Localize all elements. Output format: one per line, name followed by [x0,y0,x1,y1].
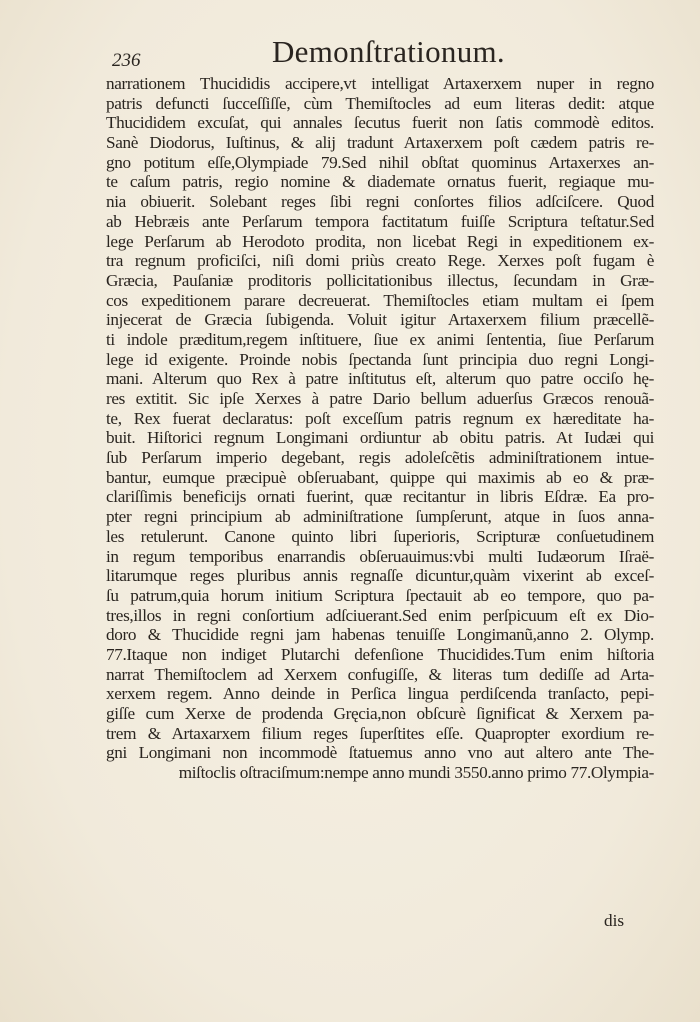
text-line: ab Hebræis ante Perſarum tempora factitatum fuiſſe Scriptura teſtatur.Sed [106,211,654,231]
text-line: Thucididem excuſat, qui annales ſecutus fuerit non ſatis commodè editos. [106,113,654,133]
text-line: patris defuncti ſucceſſiſſe, cùm Themiſtocles ad eum literas dedit: atque [106,93,654,113]
text-line: in regum temporibus enarrandis obſeruauimus:vbi multi Iudæorum Iſraë- [106,546,654,566]
text-line: te caſum patris, regio nomine & diademate ornatus fuerit, regiaque mu- [106,172,654,192]
text-line: te, Rex fuerat declaratus: poſt exceſſum patris regnum ex hæreditate ha- [106,408,654,428]
body-text [106,74,654,783]
text-line: buit. Hiſtorici regnum Longimani ordiuntur ab obitu patris. At Iudæi qui [106,428,654,448]
text-line: doro & Thucidide regni jam habenas tenuiſſe Longimanũ,anno 2. Olymp. [106,625,654,645]
text-line: tra regnum proficiſci, niſi domi priùs creato Rege. Xerxes poſt fugam è [106,251,654,271]
text-line: narrationem Thucididis accipere,vt intelligat Artaxerxem nuper in regno [106,74,654,93]
catchword: dis [604,911,625,930]
text-line: narrat Themiſtoclem ad Xerxem confugiſſe, & literas tum dediſſe ad Arta- [106,664,654,684]
text-line: trem & Artaxarxem filium reges ſuperſtites eſſe. Quapropter exordium re- [106,723,654,743]
page-number: 236 [112,50,141,71]
text-line: 77.Itaque non indiget Plutarchi defenſione Thucidides.Tum enim hiſtoria [106,644,654,664]
text-line: gni Longimani non incommodè ſtatuemus anno vno aut altero ante The- [106,743,654,763]
text-line: ſub Perſarum imperio degebant, regis adoleſcẽtis adminiſtrationem intue- [106,448,654,468]
text-line: injecerat de Græcia ſubigenda. Voluit igitur Artaxerxem filium præcellẽ- [106,310,654,330]
text-line: pter regni principium ab adminiſtratione ſumpſerunt, atque in ſuos anna- [106,507,654,527]
text-line: nia obiuerit. Solebant reges ſibi regni conſortes filios adſciſcere. Quod [106,192,654,212]
text-line: xerxem regem. Anno deinde in Perſica lingua perdiſcenda tranſacto, pepi- [106,684,654,704]
text-line: bantur, eumque præcipuè obſeruabant, quippe qui maximis ab eo & præ- [106,467,654,487]
text-line: tres,illos in regni conſortium adſciuerant.Sed enim perſpicuum eſt ex Dio- [106,605,654,625]
running-title: Demonſtrationum. [272,34,505,69]
text-line: giſſe cum Xerxe de prodenda Gręcia,non obſcurè ſignificat & Xerxem pa- [106,704,654,723]
text-line: Græcia, Pauſaniæ proditoris pollicitationibus illectus, ſecundam in Græ- [106,270,654,290]
text-line: lege id exigente. Proinde nobis ſpectanda ſunt principia duo regni Longi- [106,349,654,369]
text-line: Sanè Diodorus, Iuſtinus, & alij tradunt Artaxerxem poſt cædem patris re- [106,133,654,153]
text-line: gno potitum eſſe,Olympiade 79.Sed nihil obſtat quominus Artaxerxes an- [106,152,654,172]
page-header [112,34,652,74]
text-line: litarumque reges pluribus annis regnaſſe dicuntur,quàm vixerint ab exceſ- [106,566,654,586]
text-line: res extitit. Sic ipſe Xerxes à patre Dario bellum aduerſus Græcos renouã- [106,389,654,408]
text-line: les retulerunt. Canone quinto libri ſuperioris, Scripturæ conſuetudinem [106,526,654,546]
text-line: ti indole præditum,regem inſtituere, ſiue ex animi ſententia, ſiue Perſarum [106,329,654,349]
text-line: miſtoclis oſtraciſmum:nempe anno mundi 3550.anno primo 77.Olympia- [178,763,654,783]
text-line: mani. Alterum quo Rex à patre inſtitutus eſt, alterum quo patre occiſo hę- [106,369,654,389]
text-line: ſu patrum,quia horum initium Scriptura ſpectauit ab eo tempore, quo pa- [106,585,654,605]
text-line: lege Perſarum ab Herodoto prodita, non licebat Regi in expeditionem ex- [106,231,654,251]
text-line: cos expeditionem parare decreuerat. Themiſtocles etiam multam ei ſpem [106,290,654,310]
text-line: clariſſimis beneficijs ornati fuerint, quæ recitantur in libris Eſdræ. Ea pro- [106,487,654,507]
